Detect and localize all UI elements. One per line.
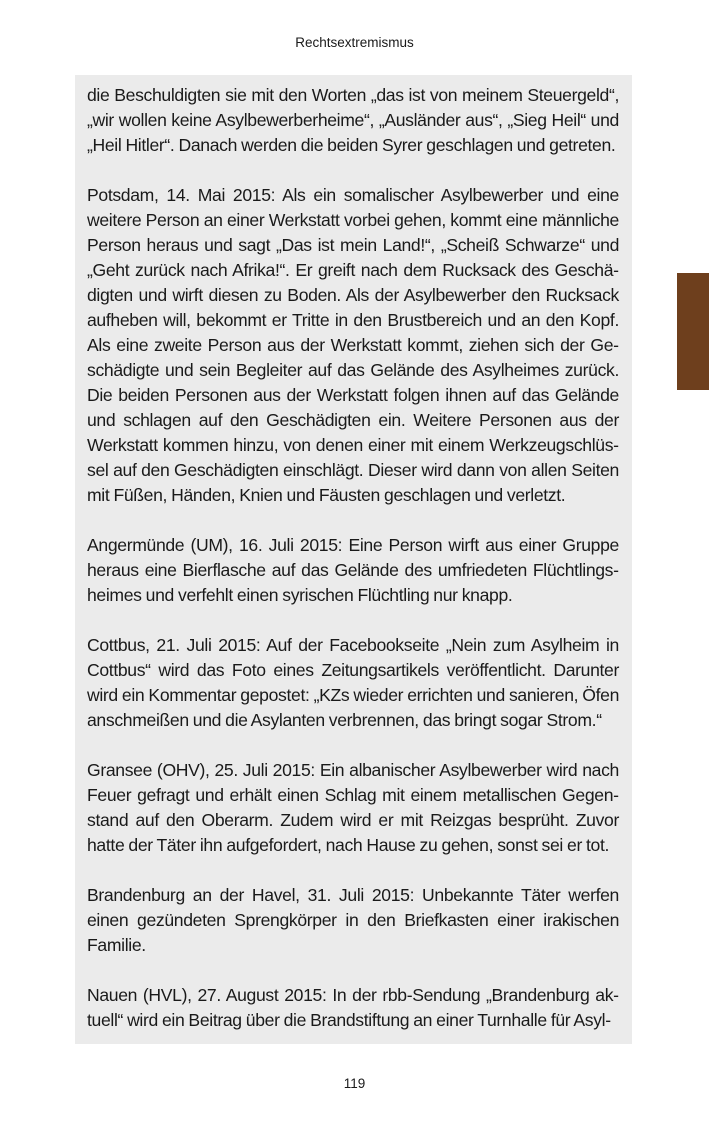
text-box: [75, 75, 632, 1044]
paragraph-cottbus: Cottbus, 21. Juli 2015: Auf der Facebookseite „Nein zum Asylheim in Cottbus“ wird das Foto eines Zeitungsartikels veröffentlicht. Darunter wird ein Kommentar gepostet: „KZs wieder errichten und sanieren, Öfen anschmeißen und die Asylanten verbrennen, das bringt sogar Strom.“: [87, 635, 619, 730]
paragraph-continuation: die Beschuldigten sie mit den Worten „das ist von meinem Steuergeld“, „wir wollen keine Asylbewerberheime“, „Ausländer aus“, „Sieg Heil“ und „Heil Hitler“. Danach werden die beiden Syrer geschlagen und getreten.: [87, 85, 619, 155]
page-number: 119: [343, 1076, 366, 1091]
running-header: Rechtsextremismus: [295, 35, 414, 50]
paragraph-angermuende: Angermünde (UM), 16. Juli 2015: Eine Person wirft aus einer Gruppe heraus eine Bierflasche auf das Gelände des umfriedeten Flüchtlingsheimes und verfehlt einen syrischen Flüchtling nur knapp.: [87, 535, 619, 605]
paragraph-nauen: Nauen (HVL), 27. August 2015: In der rbb-Sendung „Brandenburg aktuell“ wird ein Beitrag über die Brandstiftung an einer Turnhalle für Asyl-: [87, 985, 619, 1030]
chapter-marker-tab: [677, 273, 709, 390]
paragraph-potsdam: Potsdam, 14. Mai 2015: Als ein somalischer Asylbewerber und eine weitere Person an einer Werkstatt vorbei gehen, kommt eine männliche Person heraus und sagt „Das ist mein Land!“, „Scheiß Schwarze“ und „Geht zurück nach Afrika!“. Er greift nach dem Rucksack des Geschädigten und wirft diesen zu Boden. Als der Asylbewerber den Rucksack aufheben will, bekommt er Tritte in den Brustbereich und an den Kopf. Als eine zweite Person aus der Werkstatt kommt, ziehen sich der Geschädigte und sein Begleiter auf das Gelände des Asylheimes zurück. Die beiden Personen aus der Werkstatt folgen ihnen auf das Gelände und schlagen auf den Geschädigten ein. Weitere Personen aus der Werkstatt kommen hinzu, von denen einer mit einem Werkzeugschlüssel auf den Geschädigten einschlägt. Dieser wird dann von allen Seiten mit Füßen, Händen, Knien und Fäusten geschlagen und verletzt.: [87, 185, 619, 505]
paragraph-brandenburg: Brandenburg an der Havel, 31. Juli 2015: Unbekannte Täter werfen einen gezündeten Sprengkörper in den Briefkasten einer irakischen Familie.: [87, 885, 619, 955]
paragraph-gransee: Gransee (OHV), 25. Juli 2015: Ein albanischer Asylbewerber wird nach Feuer gefragt und erhält einen Schlag mit einem metallischen Gegenstand auf den Oberarm. Zudem wird er mit Reizgas besprüht. Zuvor hatte der Täter ihn aufgefordert, nach Hause zu gehen, sonst sei er tot.: [87, 760, 619, 855]
